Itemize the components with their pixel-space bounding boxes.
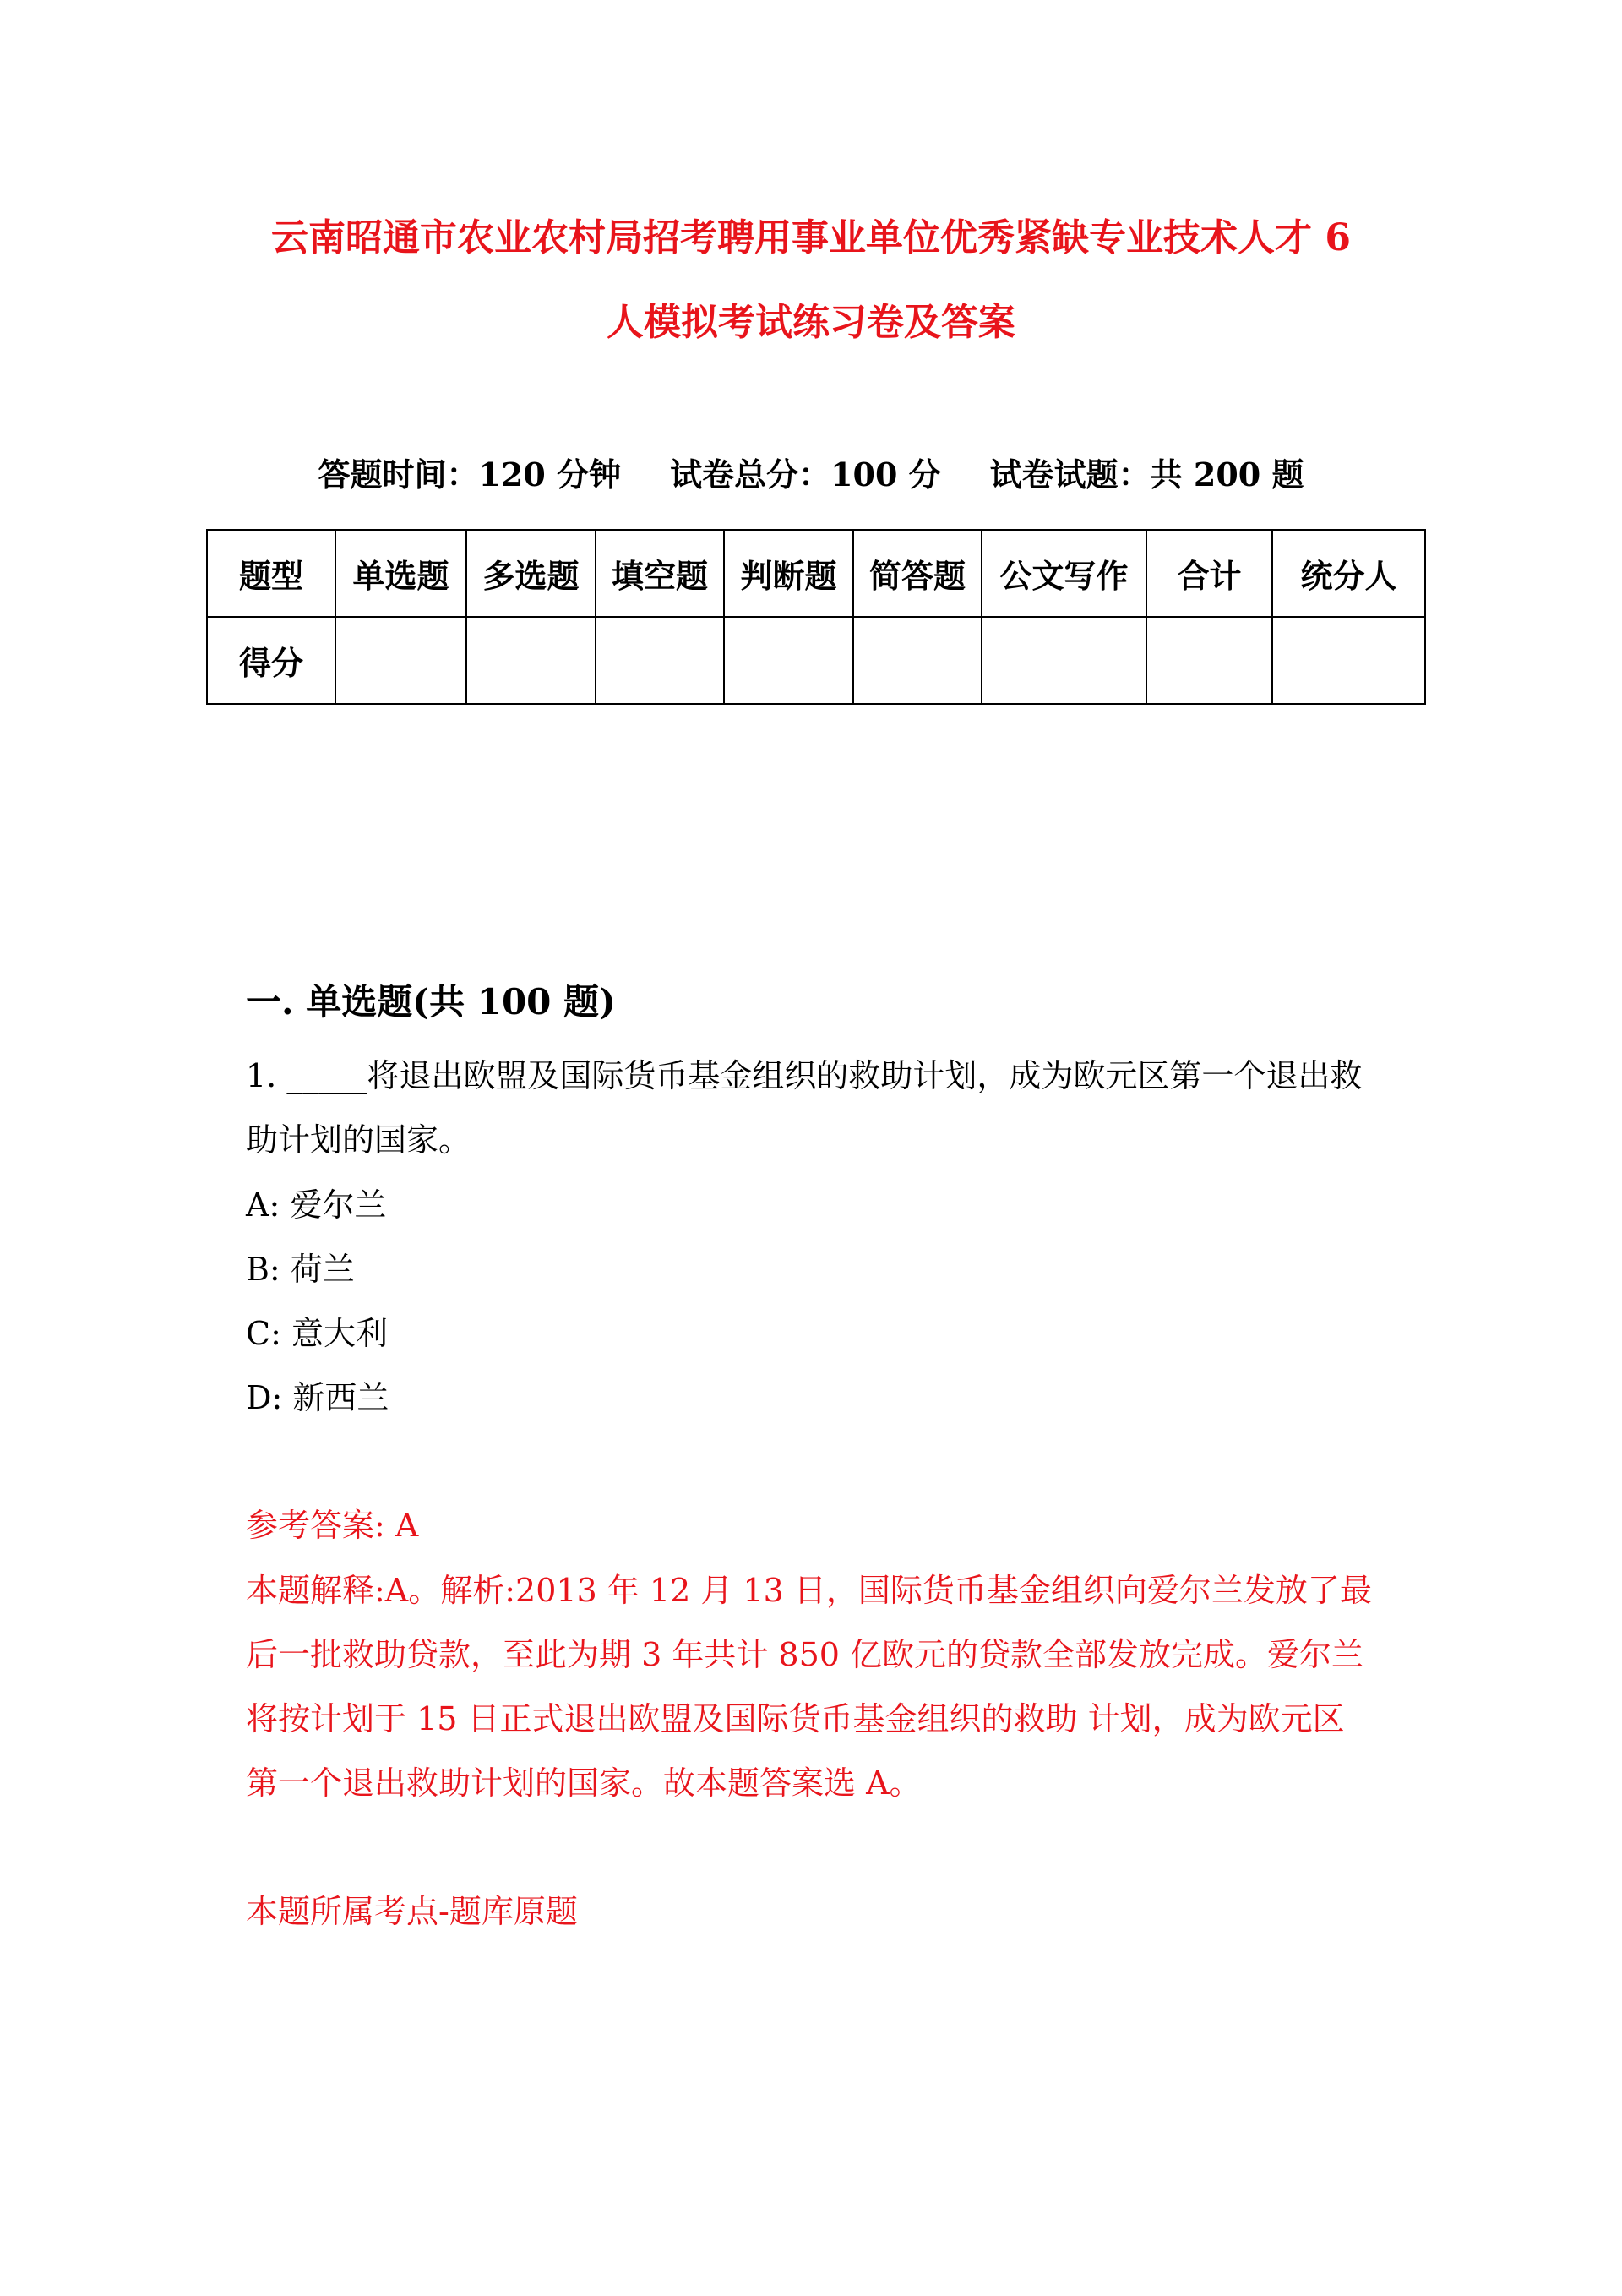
question-text-line-2: 助计划的国家。 xyxy=(246,1121,471,1159)
document-title-line-1: 云南昭通市农业农村局招考聘用事业单位优秀紧缺专业技术人才 6 xyxy=(271,216,1351,259)
score-cell xyxy=(1146,617,1272,704)
score-table-score-row xyxy=(207,617,1425,704)
score-table-header: 统分人 xyxy=(1272,530,1425,617)
exam-question-count: 试卷试题：共 200 题 xyxy=(989,455,1304,494)
score-table-header: 多选题 xyxy=(466,530,596,617)
score-cell xyxy=(982,617,1146,704)
score-row-label: 得分 xyxy=(207,617,335,704)
explanation-line-3: 将按计划于 15 日正式退出欧盟及国际货币基金组织的救助 计划，成为欧元区 xyxy=(246,1700,1345,1737)
score-cell xyxy=(466,617,596,704)
score-table-header: 题型 xyxy=(207,530,335,617)
score-table-header: 单选题 xyxy=(335,530,466,617)
explanation-line-1: 本题解释:A。解析:2013 年 12 月 13 日，国际货币基金组织向爱尔兰发放了最 xyxy=(246,1572,1372,1609)
score-table xyxy=(206,529,1426,705)
score-table-header-row xyxy=(207,530,1425,617)
knowledge-point: 本题所属考点-题库原题 xyxy=(246,1893,578,1930)
explanation-line-2: 后一批救助贷款，至此为期 3 年共计 850 亿欧元的贷款全部发放完成。爱尔兰 xyxy=(246,1636,1364,1673)
option-a: A: 爱尔兰 xyxy=(246,1186,387,1224)
exam-total-score: 试卷总分：100 分 xyxy=(670,455,941,494)
document-title-line-2: 人模拟考试练习卷及答案 xyxy=(607,301,1015,344)
score-cell xyxy=(1272,617,1425,704)
reference-answer: 参考答案: A xyxy=(246,1507,419,1544)
explanation-line-4: 第一个退出救助计划的国家。故本题答案选 A。 xyxy=(246,1764,922,1802)
score-table-header: 合计 xyxy=(1146,530,1272,617)
score-cell xyxy=(724,617,853,704)
score-table-header: 公文写作 xyxy=(982,530,1146,617)
section-heading: 一. 单选题(共 100 题) xyxy=(246,981,616,1023)
score-table-header: 判断题 xyxy=(724,530,853,617)
option-d: D: 新西兰 xyxy=(246,1379,389,1416)
score-table-header: 简答题 xyxy=(853,530,982,617)
option-b: B: 荷兰 xyxy=(246,1251,355,1288)
exam-time: 答题时间：120 分钟 xyxy=(318,455,622,494)
score-table-header: 填空题 xyxy=(596,530,724,617)
question-text-line-1: 1. _____将退出欧盟及国际货币基金组织的救助计划，成为欧元区第一个退出救 xyxy=(246,1057,1363,1094)
score-cell xyxy=(853,617,982,704)
option-c: C: 意大利 xyxy=(246,1315,388,1352)
exam-info xyxy=(0,454,1622,496)
score-cell xyxy=(335,617,466,704)
score-cell xyxy=(596,617,724,704)
